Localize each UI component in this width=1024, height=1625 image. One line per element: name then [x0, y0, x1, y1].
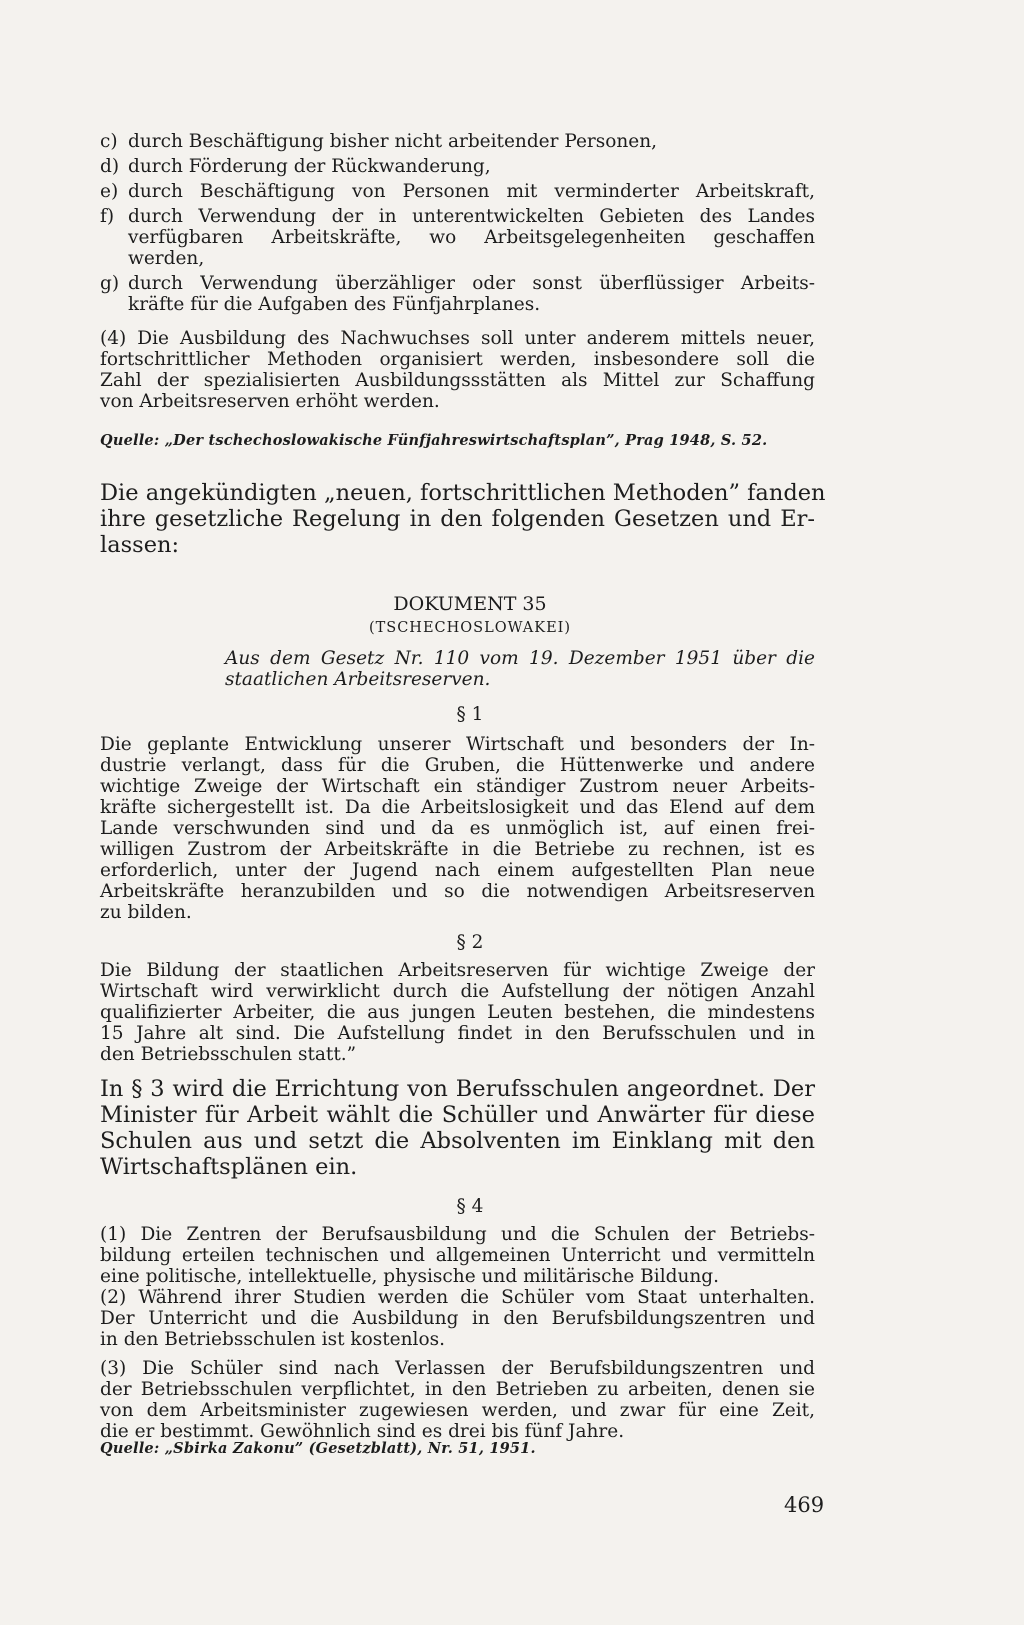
list-item-label: c): [100, 131, 118, 152]
list-item-line: kräfte für die Aufgaben des Fünfjahrplanes.: [128, 294, 541, 315]
section-3-summary: [100, 1076, 815, 1180]
text-line: Arbeitskräfte heranzubilden und so die notwendigen Arbeitsreserven: [100, 881, 815, 902]
list-item: [100, 131, 815, 152]
text-line: der Betriebsschulen verpflichtet, in den Betrieben zu arbeiten, denen sie: [100, 1379, 815, 1400]
text-line: ihre gesetzliche Regelung in den folgenden Gesetzen und Er-: [100, 506, 815, 532]
list-item-line: durch Beschäftigung von Personen mit verminderter Arbeitskraft,: [128, 181, 815, 202]
text-line: Wirtschaftsplänen ein.: [100, 1154, 358, 1180]
list-item: [100, 206, 815, 269]
text-line: Die angekündigten „neuen, fortschrittlichen Methoden” fanden: [100, 480, 826, 506]
text-line: kräfte sichergestellt ist. Da die Arbeitslosigkeit und das Elend auf dem: [100, 797, 815, 818]
text-line: fortschrittlicher Methoden organisiert werden, insbesondere soll die: [100, 349, 815, 370]
text-line: zu bilden.: [100, 902, 192, 923]
text-line: den Betriebsschulen statt.”: [100, 1044, 357, 1065]
section-2-heading: § 2: [456, 932, 484, 953]
document-title: DOKUMENT 35: [393, 593, 547, 615]
text-line: Die Bildung der staatlichen Arbeitsreserven für wichtige Zweige der: [100, 960, 815, 981]
text-line: Der Unterricht und die Ausbildung in den Berufsbildungszentren und: [100, 1308, 815, 1329]
text-line: von dem Arbeitsminister zugewiesen werden, und zwar für eine Zeit,: [100, 1400, 815, 1421]
list-item-label: f): [100, 206, 115, 227]
text-line: eine politische, intellektuelle, physische und militärische Bildung.: [100, 1266, 720, 1287]
document-subtitle: [225, 648, 815, 690]
list-item: [100, 156, 815, 177]
source-citation: Quelle: „Sbirka Zakonu” (Gesetzblatt), Nr. 51, 1951.: [100, 1440, 536, 1457]
section-4-text: [100, 1224, 815, 1442]
text-line: die er bestimmt. Gewöhnlich sind es drei bis fünf Jahre.: [100, 1421, 625, 1442]
section-4-heading: § 4: [456, 1196, 484, 1217]
text-line: lassen:: [100, 532, 180, 558]
section-1-text: [100, 734, 815, 923]
list-item-line: durch Förderung der Rückwanderung,: [128, 156, 491, 177]
page-number: 469: [784, 1493, 825, 1517]
text-line: Zahl der spezialisierten Ausbildungssstätten als Mittel zur Schaffung: [100, 370, 815, 391]
source-citation: Quelle: „Der tschechoslowakische Fünfjahreswirtschaftsplan”, Prag 1948, S. 52.: [100, 432, 768, 449]
text-line: Wirtschaft wird verwirklicht durch die Aufstellung der nötigen Anzahl: [100, 981, 815, 1002]
text-line: erforderlich, unter der Jugend nach einem aufgestellten Plan neue: [100, 860, 815, 881]
text-line: In § 3 wird die Errichtung von Berufsschulen angeordnet. Der: [100, 1076, 815, 1102]
text-line: willigen Zustrom der Arbeitskräfte in die Betriebe zu rechnen, ist es: [100, 839, 815, 860]
text-line: Die geplante Entwicklung unserer Wirtschaft und besonders der In-: [100, 734, 815, 755]
text-line: (2) Während ihrer Studien werden die Schüler vom Staat unterhalten.: [100, 1287, 815, 1308]
paragraph-4: [100, 328, 815, 412]
list-item-line: verfügbaren Arbeitskräfte, wo Arbeitsgelegenheiten geschaffen: [128, 227, 815, 248]
list-item-label: d): [100, 156, 120, 177]
text-line: Schulen aus und setzt die Absolventen im Einklang mit den: [100, 1128, 815, 1154]
text-line: Aus dem Gesetz Nr. 110 vom 19. Dezember 1951 über die: [225, 648, 815, 669]
list-item: [100, 273, 815, 315]
text-line: qualifizierter Arbeiter, die aus jungen Leuten bestehen, die mindestens: [100, 1002, 815, 1023]
text-line: 15 Jahre alt sind. Die Aufstellung findet in den Berufsschulen und in: [100, 1023, 815, 1044]
list-item-line: durch Verwendung überzähliger oder sonst überflüssiger Arbeits-: [128, 273, 815, 294]
intro-paragraph: [100, 480, 826, 558]
text-line: Lande verschwunden sind und da es unmöglich ist, auf einen frei-: [100, 818, 815, 839]
text-line: (1) Die Zentren der Berufsausbildung und die Schulen der Betriebs-: [100, 1224, 815, 1245]
text-line: dustrie verlangt, dass für die Gruben, die Hüttenwerke und andere: [100, 755, 815, 776]
text-line: von Arbeitsreserven erhöht werden.: [100, 391, 440, 412]
list-item-label: e): [100, 181, 119, 202]
text-line: in den Betriebsschulen ist kostenlos.: [100, 1329, 445, 1350]
list-item-line: durch Verwendung der in unterentwickelten Gebieten des Landes: [128, 206, 815, 227]
list-item-line: durch Beschäftigung bisher nicht arbeitender Personen,: [128, 131, 658, 152]
section-1-heading: § 1: [456, 704, 484, 725]
text-line: wichtige Zweige der Wirtschaft ein ständiger Zustrom neuer Arbeits-: [100, 776, 815, 797]
text-line: (4) Die Ausbildung des Nachwuchses soll unter anderem mittels neuer,: [100, 328, 815, 349]
text-line: Minister für Arbeit wählt die Schüller und Anwärter für diese: [100, 1102, 815, 1128]
text-line: (3) Die Schüler sind nach Verlassen der Berufsbildungszentren und: [100, 1358, 815, 1379]
text-line: staatlichen Arbeitsreserven.: [225, 669, 491, 690]
enumerated-list: [100, 131, 815, 315]
list-item: [100, 181, 815, 202]
list-item-label: g): [100, 273, 120, 294]
section-2-text: [100, 960, 815, 1065]
document-country: (TSCHECHOSLOWAKEI): [368, 620, 572, 636]
text-line: bildung erteilen technischen und allgemeinen Unterricht und vermitteln: [100, 1245, 815, 1266]
list-item-line: werden,: [128, 248, 205, 269]
